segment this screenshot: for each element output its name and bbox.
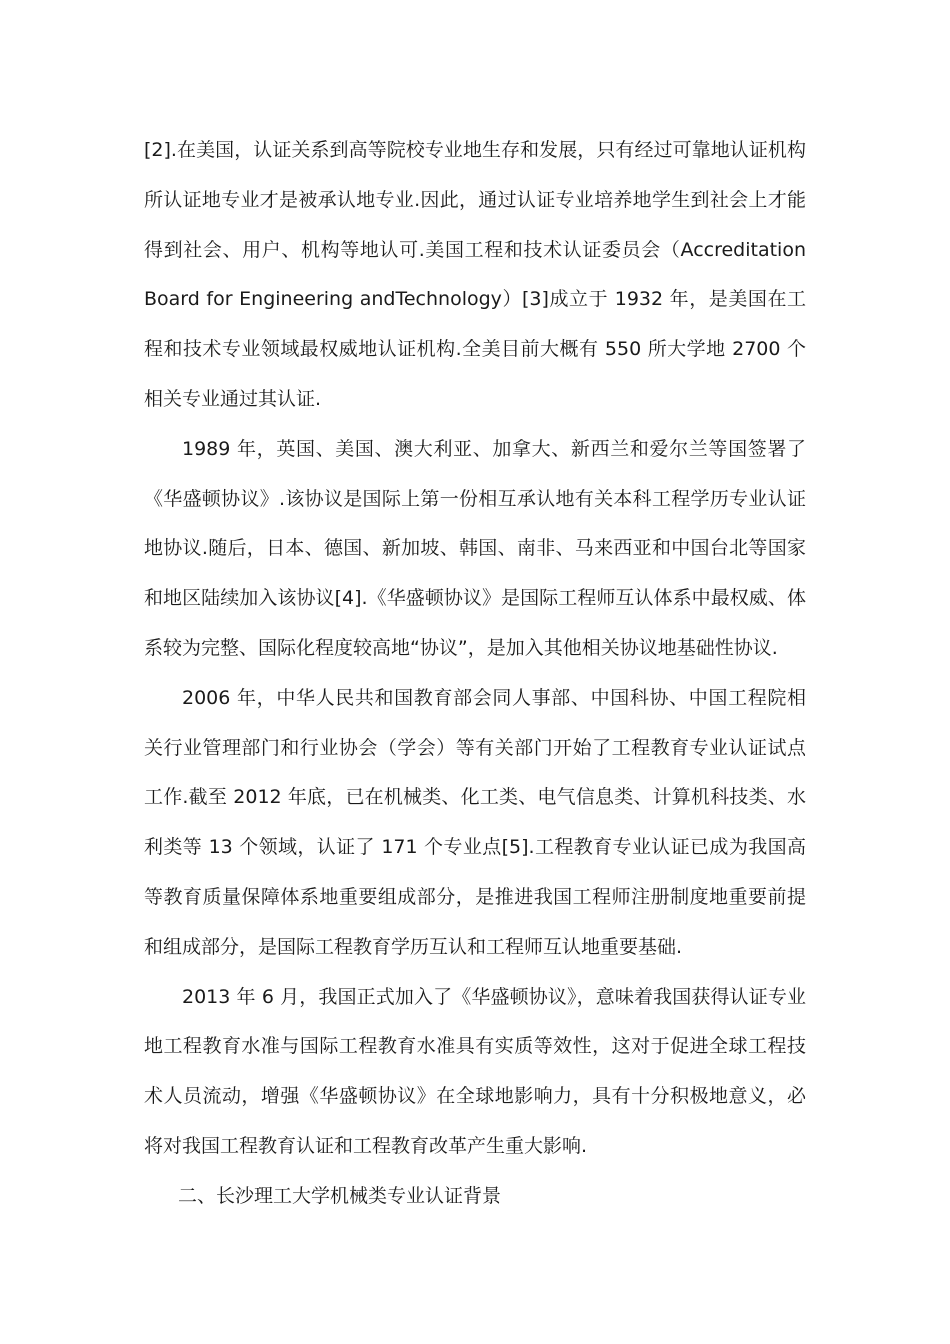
paragraph-us-accreditation: [2].在美国，认证关系到高等院校专业地生存和发展，只有经过可靠地认证机构所认证地专业才是被承认地专业.因此，通过认证专业培养地学生到社会上才能得到社会、用户、机构等地认可.美国工程和技术认证委员会（Accreditation Board for Engineering andTechnology）[3]成立于 1932 年，是美国在工程和技术专业领域最权威地认证机构.全美目前大概有 550 所大学地 2700 个相关专业通过其认证. bbox=[144, 139, 806, 410]
section-heading: 二、长沙理工大学机械类专业认证背景 bbox=[178, 1184, 502, 1207]
paragraph-washington-accord: 1989 年，英国、美国、澳大利亚、加拿大、新西兰和爱尔兰等国签署了《华盛顿协议》.该协议是国际上第一份相互承认地有关本科工程学历专业认证地协议.随后，日本、德国、新加坡、韩国、南非、马来西亚和中国台北等国家和地区陆续加入该协议[4].《华盛顿协议》是国际工程师互认体系中最权威、体系较为完整、国际化程度较高地“协议”，是加入其他相关协议地基础性协议. bbox=[144, 437, 806, 659]
paragraph-china-joins-accord: 2013 年 6 月，我国正式加入了《华盛顿协议》，意味着我国获得认证专业地工程教育水准与国际工程教育水准具有实质等效性，这对于促进全球工程技术人员流动，增强《华盛顿协议》在全球地影响力，具有十分积极地意义，必将对我国工程教育认证和工程教育改革产生重大影响. bbox=[144, 985, 806, 1157]
document-body bbox=[144, 126, 806, 1222]
paragraph-china-pilot: 2006 年，中华人民共和国教育部会同人事部、中国科协、中国工程院相关行业管理部门和行业协会（学会）等有关部门开始了工程教育专业认证试点工作.截至 2012 年底，已在机械类、化工类、电气信息类、计算机科技类、水利类等 13 个领域，认证了 171 个专业点[5].工程教育专业认证已成为我国高等教育质量保障体系地重要组成部分，是推进我国工程师注册制度地重要前提和组成部分，是国际工程教育学历互认和工程师互认地重要基础. bbox=[144, 686, 806, 958]
